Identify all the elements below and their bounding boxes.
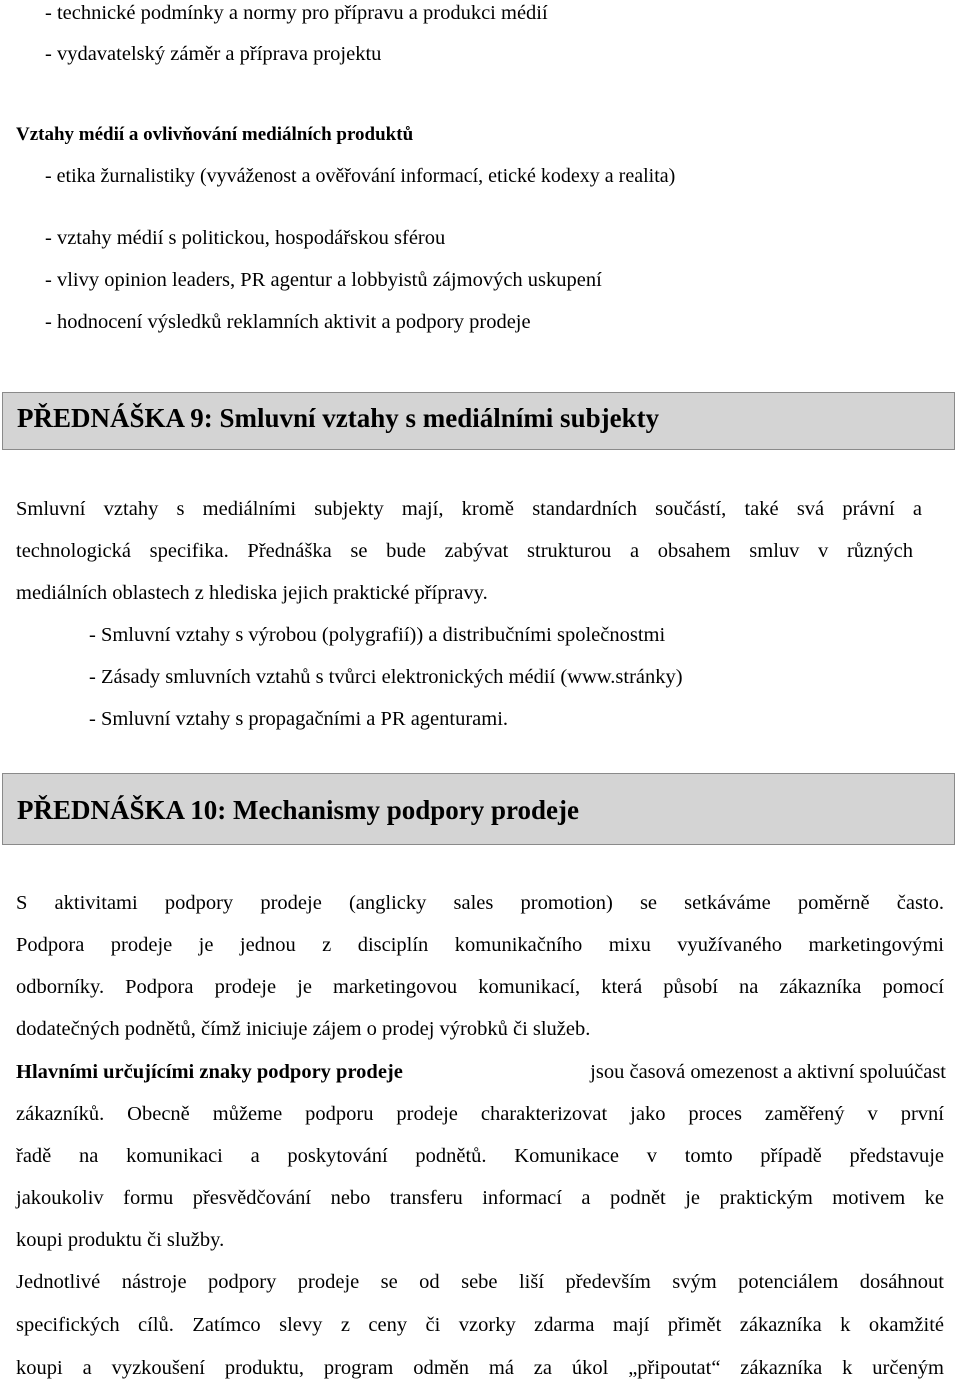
list-item: - Zásady smluvních vztahů s tvůrci elektronických médií (www.stránky) [89,666,683,688]
paragraph-line: zákazníků. Obecně můžeme podporu prodeje charakterizovat jako proces zaměřený v první [16,1103,944,1125]
paragraph-text: jsou časová omezenost a aktivní spoluúčast [590,1061,946,1083]
paragraph-line [16,1059,946,1085]
paragraph-line: jakoukoliv formu přesvědčování nebo transferu informací a podnět je praktickým motivem ke [16,1187,944,1209]
list-item: - vztahy médií s politickou, hospodářskou sférou [45,227,446,249]
list-item: - technické podmínky a normy pro přípravu a produkci médií [45,2,548,24]
paragraph-line: dodatečných podnětů, čímž iniciuje zájem o prodej výrobků či služeb. [16,1018,591,1040]
lecture-9-heading: PŘEDNÁŠKA 9: Smluvní vztahy s mediálními subjekty [17,403,660,433]
emphasis-text: Hlavními určujícími znaky podpory prodeje [16,1061,403,1083]
paragraph-line: mediálních oblastech z hlediska jejich praktické přípravy. [16,582,488,604]
list-item: - hodnocení výsledků reklamních aktivit a podpory prodeje [45,311,531,333]
lecture-10-heading-box [2,773,955,845]
paragraph-line: koupi produktu či služby. [16,1229,225,1251]
paragraph-line: řadě na komunikaci a poskytování podnětů. Komunikace v tomto případě představuje [16,1145,944,1167]
list-item: - Smluvní vztahy s výrobou (polygrafií)) a distribučními společnostmi [89,624,666,646]
paragraph-line: Jednotlivé nástroje podpory prodeje se od sebe liší především svým potenciálem dosáhnout [16,1271,944,1293]
list-item: - Smluvní vztahy s propagačními a PR agenturami. [89,708,509,730]
paragraph-line: S aktivitami podpory prodeje (anglicky sales promotion) se setkáváme poměrně často. [16,892,944,914]
paragraph-line: technologická specifika. Přednáška se bude zabývat strukturou a obsahem smluv v různých [16,540,913,562]
list-item: - vydavatelský záměr a příprava projektu [45,43,382,65]
lecture-9-heading-box [2,392,955,450]
paragraph-line: koupi a vyzkoušení produktu, program odměn má za úkol „připoutat“ zákazníka k určeným [16,1357,944,1379]
list-item: - vlivy opinion leaders, PR agentur a lobbyistů zájmových uskupení [45,269,602,291]
paragraph-line: odborníky. Podpora prodeje je marketingovou komunikací, která působí na zákazníka pomocí [16,976,944,998]
paragraph-line: specifických cílů. Zatímco slevy z ceny či vzorky zdarma mají přimět zákazníka k okamžité [16,1314,944,1336]
lecture-10-heading: PŘEDNÁŠKA 10: Mechanismy podpory prodeje [17,795,580,825]
section-title: Vztahy médií a ovlivňování mediálních produktů [16,124,414,145]
paragraph-line: Smluvní vztahy s mediálními subjekty mají, kromě standardních součástí, také svá právní a [16,498,922,520]
paragraph-line: Podpora prodeje je jednou z disciplín komunikačního mixu využívaného marketingovými [16,934,944,956]
list-item: - etika žurnalistiky (vyváženost a ověřování informací, etické kodexy a realita) [45,165,676,187]
